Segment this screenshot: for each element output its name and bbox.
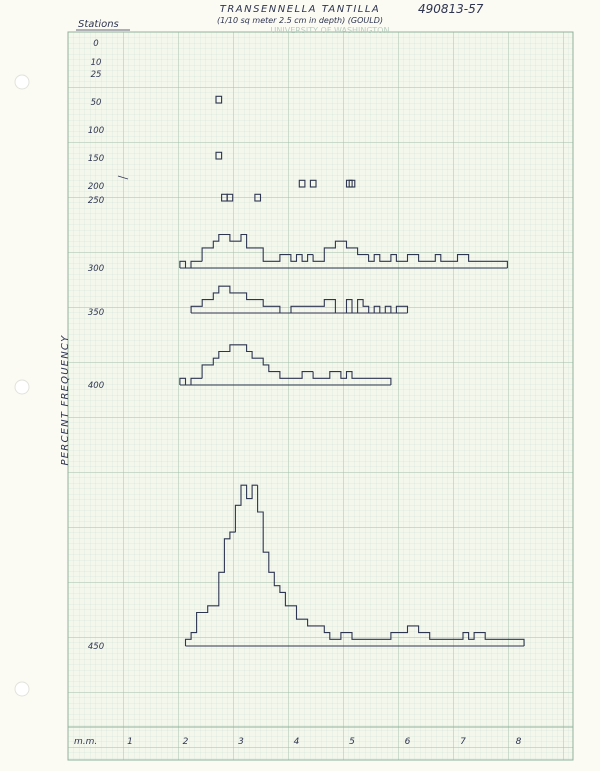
histogram-bin bbox=[308, 306, 314, 313]
histogram-bin bbox=[297, 306, 303, 313]
histogram-bin bbox=[469, 261, 475, 268]
histogram-bin bbox=[197, 261, 203, 268]
histogram-bin bbox=[358, 300, 364, 313]
histogram-bin bbox=[474, 633, 480, 646]
station-label-0: 0 bbox=[93, 39, 99, 49]
histogram-bin bbox=[274, 306, 280, 313]
station-label-400: 400 bbox=[87, 381, 105, 391]
histogram-bin bbox=[352, 639, 358, 646]
histogram-bin bbox=[319, 378, 325, 385]
histogram-bin bbox=[435, 255, 441, 268]
histogram-bin bbox=[258, 512, 264, 646]
histogram-bin bbox=[280, 255, 286, 268]
histogram-bin bbox=[247, 248, 253, 268]
histogram-bin bbox=[458, 255, 464, 268]
histogram-bin bbox=[186, 639, 192, 646]
histogram-bin bbox=[402, 306, 408, 313]
histogram-bin bbox=[313, 261, 319, 268]
histogram-bin bbox=[219, 572, 225, 646]
histogram-bin bbox=[197, 613, 203, 647]
major-grid bbox=[68, 32, 573, 760]
histogram-bin bbox=[213, 241, 219, 268]
histogram-bin bbox=[213, 358, 219, 385]
histogram-bin bbox=[385, 639, 391, 646]
histogram-bin bbox=[269, 372, 275, 385]
histogram-bin bbox=[235, 241, 241, 268]
histogram-bin bbox=[291, 261, 297, 268]
histogram-bin bbox=[441, 639, 447, 646]
histogram-bin bbox=[507, 639, 513, 646]
histogram-bin bbox=[402, 261, 408, 268]
histogram-bin bbox=[319, 261, 325, 268]
histogram-bin bbox=[285, 606, 291, 646]
histogram-bin bbox=[385, 261, 391, 268]
histogram-bin bbox=[430, 639, 436, 646]
histogram-bin bbox=[463, 633, 469, 646]
histogram-bin bbox=[474, 261, 480, 268]
histogram-bin bbox=[285, 378, 291, 385]
station-label-150: 150 bbox=[87, 154, 105, 164]
histogram-bin bbox=[419, 261, 425, 268]
histogram-bin bbox=[302, 372, 308, 385]
stations-label: Stations bbox=[78, 19, 119, 30]
binder-hole bbox=[15, 75, 29, 89]
histogram-bin bbox=[324, 248, 330, 268]
histogram-bin bbox=[230, 532, 236, 646]
histogram-bin bbox=[252, 358, 258, 385]
histogram-bin bbox=[308, 255, 314, 268]
histogram-bin bbox=[402, 633, 408, 646]
histogram-bin bbox=[419, 633, 425, 646]
histogram-bin bbox=[319, 306, 325, 313]
histogram-bin bbox=[235, 505, 241, 646]
histogram-bin bbox=[247, 352, 253, 386]
histogram-bin bbox=[236, 293, 242, 313]
x-tick-label: 7 bbox=[460, 737, 466, 747]
histogram-bin bbox=[297, 378, 303, 385]
histogram-bin bbox=[324, 300, 330, 313]
histogram-bin bbox=[241, 235, 247, 269]
histogram-bin bbox=[335, 639, 341, 646]
histogram-bin bbox=[496, 639, 502, 646]
x-tick-label: 2 bbox=[182, 737, 189, 747]
histogram-bin bbox=[291, 606, 297, 646]
histogram-bin bbox=[413, 255, 419, 268]
histogram-bin bbox=[330, 372, 336, 385]
histogram-bin bbox=[396, 633, 402, 646]
histogram-bin bbox=[496, 261, 502, 268]
histogram-bin bbox=[235, 345, 241, 385]
binder-hole bbox=[15, 380, 29, 394]
histogram-bin bbox=[369, 378, 375, 385]
histogram-bin bbox=[480, 261, 486, 268]
histogram-bin bbox=[258, 300, 264, 313]
histogram-bin bbox=[308, 626, 314, 646]
histogram-bin bbox=[374, 639, 380, 646]
histogram-bin bbox=[191, 306, 197, 313]
histogram-bin bbox=[352, 248, 358, 268]
histogram-bin bbox=[385, 378, 391, 385]
histogram-bin bbox=[219, 352, 225, 386]
histogram-bin bbox=[208, 300, 214, 313]
x-tick-label: 4 bbox=[293, 737, 300, 747]
histogram-bin bbox=[347, 633, 353, 646]
histogram-bin bbox=[297, 619, 303, 646]
histogram-bin bbox=[408, 626, 414, 646]
histogram-bin bbox=[491, 639, 497, 646]
paper-watermark: UNIVERSITY OF WASHINGTON bbox=[270, 26, 390, 35]
histogram-bin bbox=[347, 248, 353, 268]
histogram-bin bbox=[341, 378, 347, 385]
histogram-bin bbox=[363, 306, 369, 313]
histogram-bin bbox=[396, 261, 402, 268]
histogram-bin bbox=[202, 365, 208, 385]
histogram-bin bbox=[330, 639, 336, 646]
x-tick-label: 6 bbox=[404, 737, 411, 747]
histogram-bin bbox=[424, 633, 430, 646]
histogram-bin bbox=[313, 626, 319, 646]
histogram-bin bbox=[430, 261, 436, 268]
histogram-bin bbox=[335, 372, 341, 385]
histogram-bin bbox=[380, 378, 386, 385]
binder-hole bbox=[15, 682, 29, 696]
x-tick-label: 3 bbox=[238, 737, 244, 747]
histogram-bin bbox=[347, 372, 353, 385]
histogram-bin bbox=[374, 306, 380, 313]
histogram-bin bbox=[302, 261, 308, 268]
histogram-bin bbox=[319, 626, 325, 646]
histogram-bin bbox=[208, 248, 214, 268]
histogram-bin bbox=[269, 306, 275, 313]
histogram-bin bbox=[180, 378, 186, 385]
histogram-bin bbox=[374, 378, 380, 385]
histogram-bin bbox=[446, 639, 452, 646]
histogram-bin bbox=[230, 293, 236, 313]
histogram-bin bbox=[269, 572, 275, 646]
histogram-bin bbox=[380, 639, 386, 646]
histogram-bin bbox=[313, 306, 319, 313]
station-label-25: 25 bbox=[90, 70, 102, 80]
histogram-bin bbox=[247, 499, 253, 646]
histogram-bin bbox=[263, 365, 269, 385]
histogram-bin bbox=[252, 485, 258, 646]
histogram-bin bbox=[280, 378, 286, 385]
histogram-bin bbox=[263, 261, 269, 268]
histogram-bin bbox=[502, 261, 508, 268]
histogram-bin bbox=[191, 261, 197, 268]
histogram-bin bbox=[369, 639, 375, 646]
histogram-bin bbox=[324, 378, 330, 385]
histogram-bin bbox=[202, 248, 208, 268]
histogram-bin bbox=[363, 378, 369, 385]
histogram-bin bbox=[391, 633, 397, 646]
histogram-bin bbox=[441, 261, 447, 268]
station-label-100: 100 bbox=[87, 126, 105, 136]
y-axis-label: PERCENT FREQUENCY bbox=[60, 334, 71, 466]
histogram-bin bbox=[413, 626, 419, 646]
histogram-bin bbox=[408, 255, 414, 268]
histogram-bin bbox=[469, 639, 475, 646]
histogram-bin bbox=[458, 639, 464, 646]
histogram-bin bbox=[385, 306, 391, 313]
histogram-bin bbox=[247, 300, 253, 313]
histogram-bin bbox=[202, 300, 208, 313]
histogram-bin bbox=[291, 378, 297, 385]
histogram-bin bbox=[180, 261, 186, 268]
histogram-bin bbox=[480, 633, 486, 646]
record-id: 490813-57 bbox=[418, 2, 484, 16]
histogram-bin bbox=[202, 613, 208, 647]
histogram-bin bbox=[446, 261, 452, 268]
histogram-bin bbox=[491, 261, 497, 268]
histogram-bin bbox=[252, 248, 258, 268]
histogram-bin bbox=[358, 255, 364, 268]
chart-title: TRANSENNELLA TANTILLA bbox=[219, 4, 381, 15]
x-tick-label: 1 bbox=[127, 737, 133, 747]
histogram-bin bbox=[285, 255, 291, 268]
histogram-bin bbox=[224, 352, 230, 386]
histogram-bin bbox=[197, 306, 203, 313]
histogram-bin bbox=[219, 286, 225, 313]
histogram-bin bbox=[224, 286, 230, 313]
histogram-bin bbox=[519, 639, 525, 646]
x-tick-label: 8 bbox=[515, 737, 522, 747]
histogram-bin bbox=[374, 255, 380, 268]
histogram-bin bbox=[391, 255, 397, 268]
histogram-bin bbox=[274, 372, 280, 385]
histogram-bin bbox=[369, 261, 375, 268]
station-label-350: 350 bbox=[87, 308, 105, 318]
histogram-bin bbox=[230, 241, 236, 268]
histogram-bin bbox=[197, 378, 203, 385]
histogram-bin bbox=[213, 293, 219, 313]
histogram-bin bbox=[208, 606, 214, 646]
histogram-bin bbox=[208, 365, 214, 385]
histogram-bin bbox=[224, 235, 230, 269]
station-label-50: 50 bbox=[90, 98, 102, 108]
histogram-bin bbox=[330, 300, 336, 313]
histogram-bin bbox=[335, 241, 341, 268]
histogram-bin bbox=[452, 639, 458, 646]
histogram-bin bbox=[308, 372, 314, 385]
histogram-bin bbox=[241, 293, 247, 313]
histogram-bin bbox=[358, 378, 364, 385]
station-label-300: 300 bbox=[87, 264, 105, 274]
histogram-bin bbox=[274, 586, 280, 646]
histogram-bin bbox=[330, 248, 336, 268]
histogram-bin bbox=[302, 306, 308, 313]
histogram-bin bbox=[352, 378, 358, 385]
histogram-bin bbox=[424, 261, 430, 268]
histogram-bin bbox=[213, 606, 219, 646]
histogram-bin bbox=[363, 255, 369, 268]
histogram-bin bbox=[324, 633, 330, 646]
histogram-bin bbox=[341, 633, 347, 646]
histogram-bin bbox=[280, 592, 286, 646]
histogram-bin bbox=[380, 261, 386, 268]
chart-subtitle: (1/10 sq meter 2.5 cm in depth) (GOULD) bbox=[216, 16, 384, 25]
histogram-bin bbox=[291, 306, 297, 313]
histogram-bin bbox=[347, 300, 353, 313]
histogram-bin bbox=[252, 300, 258, 313]
histogram-bin bbox=[258, 248, 264, 268]
histogram-bin bbox=[485, 639, 491, 646]
histogram-bin bbox=[297, 255, 303, 268]
station-label-200: 200 bbox=[87, 182, 105, 192]
histogram-bin bbox=[241, 485, 247, 646]
histogram-bin bbox=[224, 539, 230, 646]
histogram-bin bbox=[363, 639, 369, 646]
histogram-bin bbox=[269, 261, 275, 268]
histogram-bin bbox=[341, 241, 347, 268]
histogram-bin bbox=[302, 619, 308, 646]
histogram-bin bbox=[191, 378, 197, 385]
histogram-bin bbox=[219, 235, 225, 269]
histogram-bin bbox=[452, 261, 458, 268]
histogram-bin bbox=[274, 261, 280, 268]
histogram-bin bbox=[358, 639, 364, 646]
histogram-bin bbox=[313, 378, 319, 385]
histogram-bin bbox=[435, 639, 441, 646]
station-label-10: 10 bbox=[90, 58, 102, 68]
station-label-450: 450 bbox=[87, 642, 105, 652]
x-axis-label: m.m. bbox=[74, 737, 98, 747]
x-tick-label: 5 bbox=[349, 737, 355, 747]
histogram-bin bbox=[263, 306, 269, 313]
histogram-bin bbox=[485, 261, 491, 268]
histogram-bin bbox=[396, 306, 402, 313]
histogram-bin bbox=[241, 345, 247, 385]
histogram-bin bbox=[258, 358, 264, 385]
histogram-bin bbox=[230, 345, 236, 385]
histogram-bin bbox=[502, 639, 508, 646]
histogram-bin bbox=[463, 255, 469, 268]
histogram-bin bbox=[263, 552, 269, 646]
histogram-bin bbox=[513, 639, 519, 646]
station-label-250: 250 bbox=[87, 196, 105, 206]
histogram-bin bbox=[191, 633, 197, 646]
